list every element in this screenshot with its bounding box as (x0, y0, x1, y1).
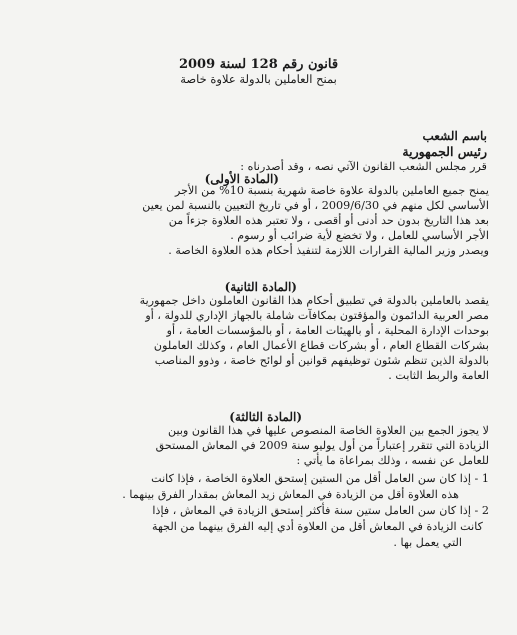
preamble-people: باسم الشعب (422, 129, 487, 143)
preamble-president: رئيس الجمهورية (402, 144, 487, 159)
article3-line: هذه العلاوة أقل من الزيادة في المعاش زيد المعاش بمقدار الفرق بينهما . (122, 488, 459, 501)
article3-line: للعامل عن نفسه ، وذلك بمراعاة ما يأتي : (296, 454, 489, 467)
preamble-decree: قرر مجلس الشعب القانون الآتي نصه ، وقد أصدرناه : (240, 160, 487, 173)
article3-line: الزيادة التي تتقرر إعتباراً من أول يوليو سنة 2009 في المعاش المستحق (155, 439, 489, 452)
article1-line: الأجر الأساسي للعامل ، ولا تخضع لأية ضرائب أو رسوم . (230, 229, 489, 242)
article1-heading: (المادة الأولى) (204, 172, 279, 186)
article2-line: يقصد بالعاملين بالدولة في تطبيق أحكام هذا القانون العاملون داخل جمهورية (139, 294, 489, 307)
article3-line: لا يجوز الجمع بين العلاوة الخاصة المنصوص عليها في هذا القانون وبين (167, 424, 489, 437)
article1-line: الأساسي لكل منهم في 2009/6/30 ، أو في تاريخ التعيين بالنسبة لمن يعين (142, 199, 489, 212)
article2-heading: (المادة الثانية) (224, 280, 297, 294)
law-subtitle: بمنح العاملين بالدولة علاوة خاصة (180, 72, 337, 86)
article3-line: كانت الزيادة في المعاش أقل من العلاوة أدي إليه الفرق بينهما من الجهة (151, 520, 483, 533)
article1-line: يمنح جميع العاملين بالدولة علاوة خاصة شهرية بنسبة 10% من الأجر (174, 184, 489, 197)
article2-line: بوحدات الإدارة المحلية ، أو بالهيئات العامة ، أو بالمؤسسات العامة ، أو (166, 324, 489, 337)
article2-line: بشركات القطاع العام ، أو بشركات قطاع الأعمال العام ، وكذلك العاملون (153, 339, 489, 352)
article2-line: مصر العربية الدائمون والمؤقتون بمكافآت شاملة بالجهاز الإداري للدولة ، أو (145, 309, 489, 322)
article2-line: العامة والربط الثابت . (388, 369, 489, 382)
article3-line: التي يعمل بها . (393, 536, 462, 549)
article2-line: بالدولة الذين تنظم شئون توظيفهم قوانين أو لوائح خاصة ، وذوو المناصب (154, 354, 489, 367)
article3-heading: (المادة الثالثة) (229, 410, 302, 424)
article3-line: 2 - إذا كان سن العامل ستين سنة فأكثر إستحق الزيادة في المعاش ، فإذا (152, 504, 489, 517)
article1-line: بعد هذا التاريخ بدون حد أدنى أو أقصى ، ولا تعتبر هذه العلاوة جزءاً من (168, 214, 489, 227)
article1-line: ويصدر وزير المالية القرارات اللازمة لتنفيذ أحكام هذه العلاوة الخاصة . (168, 244, 489, 257)
law-title: قانون رقم 128 لسنة 2009 (178, 57, 339, 72)
article3-line: 1 - إذا كان سن العامل أقل من الستين إستحق العلاوة الخاصة ، فإذا كانت (151, 472, 489, 485)
